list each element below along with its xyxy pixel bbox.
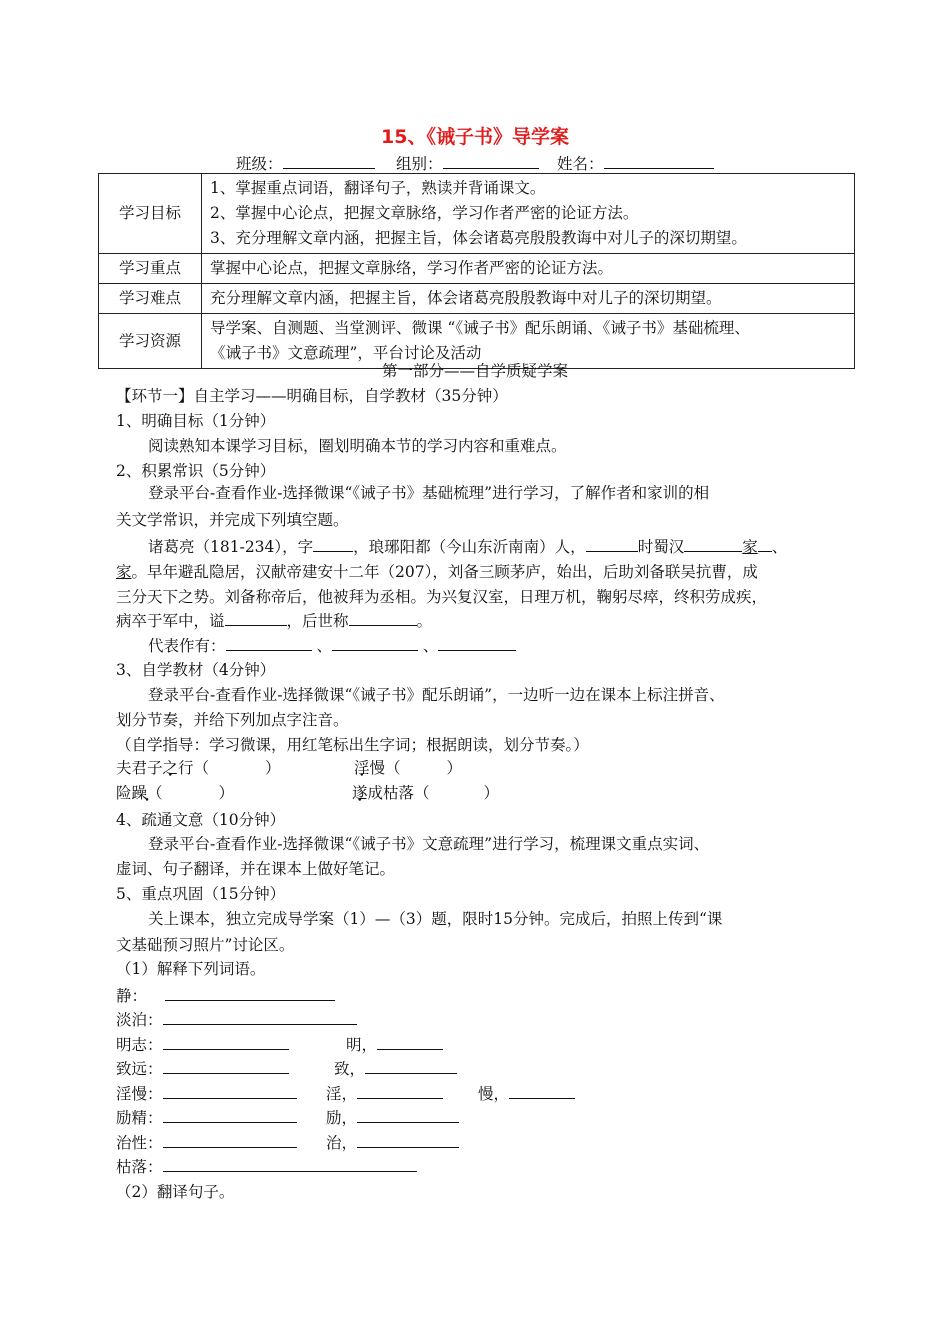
table-row xyxy=(99,254,855,284)
role-blank-1-tail xyxy=(758,536,772,552)
courtesy-name-blank[interactable] xyxy=(313,536,353,552)
word-text: ） xyxy=(218,784,235,802)
vocab-yinman xyxy=(116,1082,297,1104)
vocab-label: 治， xyxy=(326,1134,358,1152)
bio-text: ，琅琊阳都（今山东沂南南）人， xyxy=(353,538,586,556)
later-title-blank[interactable] xyxy=(349,610,417,626)
link-one-heading: 【环节一】自主学习——明确目标，自学教材（35分钟） xyxy=(116,387,508,405)
dotted-char: 遂 xyxy=(352,784,368,802)
section-1-heading: 1、明确目标（1分钟） xyxy=(116,412,276,430)
section-3-guide: （自学指导：学习微课，用红笔标出生字词；根据朗读，划分节奏。） xyxy=(116,736,589,754)
vocab-label: 静： xyxy=(116,987,148,1005)
vocab-zhi2 xyxy=(326,1131,459,1153)
works-blank-2[interactable] xyxy=(332,635,418,651)
goals-head: 学习目标 xyxy=(99,174,202,254)
section-3-body-line-2: 划分节奏，并给下列加点字注音。 xyxy=(116,711,349,729)
dotted-char: 之 xyxy=(162,759,179,777)
works-blank-1[interactable] xyxy=(226,635,312,651)
section-4-body-line-2: 虚词、句子翻译，并在课本上做好笔记。 xyxy=(116,860,396,878)
vocab-label: 淡泊： xyxy=(116,1011,163,1029)
bio-text: 家 xyxy=(742,538,758,556)
section-5-heading: 5、重点巩固（15分钟） xyxy=(116,885,286,903)
answer-blank[interactable] xyxy=(163,1058,289,1074)
dotted-char: 淫 xyxy=(354,759,370,777)
word-text: ） xyxy=(483,784,500,802)
vocab-label: 慢， xyxy=(478,1085,510,1103)
answer-blank[interactable] xyxy=(357,1132,459,1148)
works-sep: 、 xyxy=(316,637,332,655)
answer-blank[interactable] xyxy=(377,1034,443,1050)
section-3-heading: 3、自学教材（4分钟） xyxy=(116,661,276,679)
vocab-label: 励精： xyxy=(116,1109,163,1127)
question-2-heading: （2）翻译句子。 xyxy=(116,1183,235,1201)
vocab-label: 治性： xyxy=(116,1134,163,1152)
vocab-label: 明志： xyxy=(116,1036,163,1054)
dotted-char: 躁（ • xyxy=(132,784,163,802)
answer-blank[interactable] xyxy=(163,1107,297,1123)
answer-blank[interactable] xyxy=(163,1009,357,1025)
name-label: 姓名： xyxy=(557,155,604,173)
vocab-li xyxy=(326,1106,459,1128)
goal-line-2: 2、掌握中心论点，把握文章脉络，学习作者严密的论证方法。 xyxy=(210,204,639,222)
focus-head: 学习重点 xyxy=(99,254,202,284)
page-title: 15、《诫子书》导学案 xyxy=(381,126,569,148)
word-text: 夫君子 xyxy=(116,759,163,777)
pinyin-item-3 xyxy=(116,781,234,803)
vocab-jing xyxy=(116,984,335,1006)
vocab-lijing xyxy=(116,1106,297,1128)
table-row xyxy=(99,174,855,254)
works-sep: 、 xyxy=(422,637,439,655)
name-blank[interactable] xyxy=(604,153,714,169)
answer-blank[interactable] xyxy=(365,1058,457,1074)
bio-line-1 xyxy=(148,535,787,557)
goals-cell xyxy=(202,174,855,254)
resources-line-1: 导学案、自测题、当堂测评、微课 “《诫子书》配乐朗诵、《诫子书》基础梳理、 xyxy=(210,319,750,337)
works-label: 代表作有： xyxy=(148,637,226,655)
vocab-zhi xyxy=(334,1057,457,1079)
bio-text: 家 xyxy=(116,563,132,581)
bio-line-2 xyxy=(116,560,758,582)
role-blank-1[interactable] xyxy=(684,536,742,552)
word-text: 险 xyxy=(116,784,132,802)
vocab-label: 枯落： xyxy=(116,1158,163,1176)
section-3-body-line-1: 登录平台-查看作业-选择微课“《诫子书》配乐朗诵”，一边听一边在课本上标注拼音、 xyxy=(148,686,725,704)
group-blank[interactable] xyxy=(443,153,539,169)
difficulty-cell: 充分理解文章内涵，把握主旨，体会诸葛亮殷殷教诲中对儿子的深切期望。 xyxy=(202,284,855,314)
vocab-label: 励， xyxy=(326,1109,358,1127)
vocab-ming xyxy=(346,1033,443,1055)
focus-cell: 掌握中心论点，把握文章脉络，学习作者严密的论证方法。 xyxy=(202,254,855,284)
vocab-label: 淫慢： xyxy=(116,1085,163,1103)
part-title: 第一部分——自学质疑学案 xyxy=(381,362,568,380)
word-text: 行（ xyxy=(178,759,210,777)
vocab-zhiyuan xyxy=(116,1057,289,1079)
bio-text: 病卒于军中，谥 xyxy=(116,612,225,630)
vocab-zhixing xyxy=(116,1131,297,1153)
answer-blank[interactable] xyxy=(163,1132,297,1148)
question-1-heading: （1）解释下列词语。 xyxy=(116,960,266,978)
vocab-man xyxy=(478,1082,575,1104)
difficulty-head: 学习难点 xyxy=(99,284,202,314)
section-2-heading: 2、积累常识（5分钟） xyxy=(116,462,276,480)
goal-line-1: 1、掌握重点词语，翻译句子，熟读并背诵课文。 xyxy=(210,179,546,197)
table-row xyxy=(99,284,855,314)
class-field[interactable] xyxy=(236,152,375,174)
section-4-heading: 4、疏通文意（10分钟） xyxy=(116,811,286,829)
goals-table xyxy=(98,173,855,369)
class-label: 班级： xyxy=(236,155,283,173)
word-text: 成枯落（ xyxy=(367,784,430,802)
pinyin-item-2 xyxy=(354,756,462,778)
answer-blank[interactable] xyxy=(163,1034,289,1050)
group-label: 组别： xyxy=(396,155,443,173)
vocab-label: 致远： xyxy=(116,1060,163,1078)
answer-blank[interactable] xyxy=(163,1083,297,1099)
bio-text: 时蜀汉 xyxy=(637,538,685,556)
section-5-body-line-2: 文基础预习照片”讨论区。 xyxy=(116,936,295,954)
word-text: 慢（ xyxy=(369,759,401,777)
vocab-label: 致， xyxy=(334,1060,366,1078)
vocab-yin xyxy=(326,1082,443,1104)
word-text: ） xyxy=(265,759,281,777)
vocab-mingzhi xyxy=(116,1033,289,1055)
vocab-kuluo xyxy=(116,1155,417,1177)
section-1-body: 阅读熟知本课学习目标，圈划明确本节的学习内容和重难点。 xyxy=(148,437,567,455)
section-5-body-line-1: 关上课本，独立完成导学案（1）—（3）题，限时15分钟。完成后，拍照上传到“课 xyxy=(148,910,723,928)
answer-blank[interactable] xyxy=(165,985,335,1001)
name-field[interactable] xyxy=(557,152,714,174)
posthumous-title-blank[interactable] xyxy=(225,610,287,626)
bio-text: 、 xyxy=(771,538,788,556)
works-line xyxy=(148,634,516,656)
vocab-label: 明， xyxy=(346,1036,378,1054)
class-blank[interactable] xyxy=(283,153,375,169)
bio-line-3: 三分天下之势。刘备称帝后，他被拜为丞相。为兴复汉室，日理万机，鞠躬尽瘁，终积劳成疾， xyxy=(116,588,768,606)
answer-blank[interactable] xyxy=(509,1083,575,1099)
bio-text: ，后世称 xyxy=(286,612,349,630)
answer-blank[interactable] xyxy=(357,1107,459,1123)
goal-line-3: 3、充分理解文章内涵，把握主旨，体会诸葛亮殷殷教诲中对儿子的深切期望。 xyxy=(210,229,747,247)
answer-blank[interactable] xyxy=(163,1156,417,1172)
pinyin-item-4 xyxy=(352,781,499,803)
era-blank[interactable] xyxy=(586,536,638,552)
resources-head: 学习资源 xyxy=(99,314,202,369)
vocab-danbo xyxy=(116,1008,357,1030)
vocab-label: 淫， xyxy=(326,1085,358,1103)
section-2-body-line-2: 关文学常识，并完成下列填空题。 xyxy=(116,511,349,529)
bio-text: 。 xyxy=(416,612,433,630)
section-2-body-line-1: 登录平台-查看作业-选择微课“《诫子书》基础梳理”进行学习，了解作者和家训的相 xyxy=(148,484,710,502)
bio-text: 。早年避乱隐居，汉献帝建安十二年（207），刘备三顾茅庐，始出，后助刘备联吴抗曹，成 xyxy=(131,563,758,581)
pinyin-item-1 xyxy=(116,756,281,778)
section-4-body-line-1: 登录平台-查看作业-选择微课“《诫子书》文意疏理”进行学习，梳理课文重点实词、 xyxy=(148,835,710,853)
group-field[interactable] xyxy=(396,152,539,174)
bio-text: 诸葛亮（181-234），字 xyxy=(148,538,314,556)
works-blank-3[interactable] xyxy=(438,635,516,651)
resources-line-2: 《诫子书》文意疏理”，平台讨论及活动 xyxy=(210,344,482,362)
answer-blank[interactable] xyxy=(357,1083,443,1099)
bio-line-4 xyxy=(116,609,432,631)
word-text: ） xyxy=(446,759,463,777)
